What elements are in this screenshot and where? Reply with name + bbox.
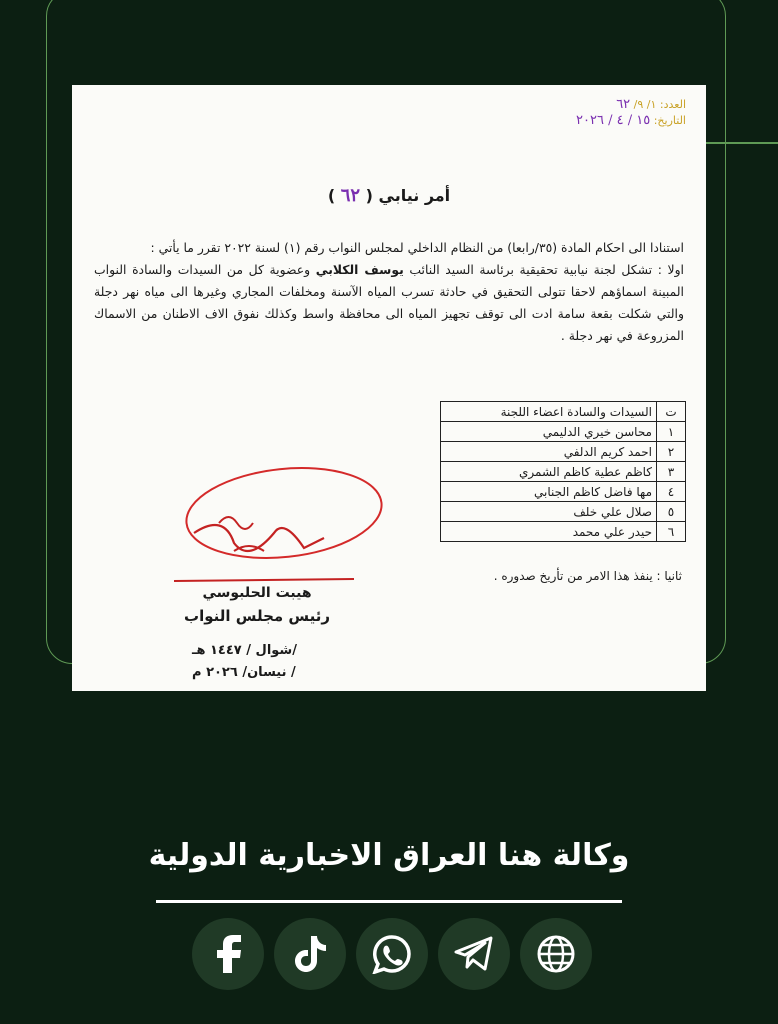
social-links [192, 918, 592, 992]
member-name: صلال علي خلف [441, 502, 657, 522]
member-number: ٢ [657, 442, 686, 462]
order-body [94, 237, 684, 347]
table-row [441, 462, 686, 482]
member-name: كاظم عطية كاظم الشمري [441, 462, 657, 482]
ref-number [576, 97, 686, 113]
handwritten-signature [164, 463, 404, 593]
ref-date [576, 113, 686, 129]
committee-members-table [440, 401, 686, 542]
ref-date-label: التاريخ: [650, 114, 686, 127]
tiktok-icon [294, 936, 326, 972]
table-row [441, 482, 686, 502]
agency-name: وكالة هنا العراق الاخبارية الدولية [148, 838, 630, 873]
committee-chair-name: يوسف الكلابي [315, 262, 404, 277]
table-row [441, 522, 686, 542]
signatory-name: هيبت الحلبوسي [202, 585, 312, 601]
table-row [441, 442, 686, 462]
signatory-role: رئيس مجلس النواب [184, 607, 330, 625]
member-number: ٦ [657, 522, 686, 542]
parliament-order-document [72, 85, 706, 691]
order-title [72, 185, 706, 206]
tiktok-link[interactable] [274, 918, 346, 990]
order-number: ٦٢ [340, 185, 361, 206]
header-number: ت [657, 402, 686, 422]
telegram-link[interactable] [438, 918, 510, 990]
facebook-link[interactable] [192, 918, 264, 990]
footer-divider [156, 900, 622, 903]
member-name: حيدر علي محمد [441, 522, 657, 542]
member-name: احمد كريم الدلفي [441, 442, 657, 462]
intro-paragraph: استنادا الى احكام المادة (٣٥/رابعا) من النظام الداخلي لمجلس النواب رقم (١) لسنة ٢٠٢٢ تقرر ما يأتي : [150, 240, 684, 255]
hijri-date: /شوال / ١٤٤٧ هـ [192, 643, 297, 658]
first-clause-rest: وعضوية كل من السيدات والسادة النواب المبينة اسماؤهم لاحقا تتولى التحقيق في حادثة تسرب المياه الآسنة ومخلفات المجاري وغيرها الى مياه نهر دجلة والتي شكلت بقعة سامة ادت الى توقف تجهيز المياه الى محافظة واسط وكذلك نفوق الاف الاطنان من الاسماك المزروعة في نهر دجلة . [94, 262, 684, 343]
ref-date-value: ١٥ / ٤ / ٢٠٢٦ [576, 113, 651, 128]
gregorian-date: / نيسان/ ٢٠٢٦ م [192, 665, 296, 680]
table-header-row [441, 402, 686, 422]
ref-number-label: العدد: ١/ ٩/ [630, 98, 686, 111]
globe-icon [536, 934, 576, 974]
table-row [441, 502, 686, 522]
member-number: ٤ [657, 482, 686, 502]
member-number: ٣ [657, 462, 686, 482]
member-number: ٥ [657, 502, 686, 522]
telegram-icon [454, 936, 494, 972]
member-name: محاسن خيري الدليمي [441, 422, 657, 442]
table-row [441, 422, 686, 442]
first-clause [94, 259, 684, 347]
order-title-close: ) [327, 186, 336, 205]
member-number: ١ [657, 422, 686, 442]
website-link[interactable] [520, 918, 592, 990]
ref-number-value: ٦٢ [616, 97, 631, 112]
second-clause: ثانيا : ينفذ هذا الامر من تأريخ صدوره . [493, 569, 682, 583]
facebook-icon [213, 935, 243, 973]
order-title-text: أمر نيابي ( [365, 186, 451, 205]
reference-block [576, 97, 686, 129]
first-clause-prefix: اولا : تشكل لجنة نيابية تحقيقية برئاسة السيد النائب [403, 262, 684, 277]
header-names: السيدات والسادة اعضاء اللجنة [441, 402, 657, 422]
whatsapp-icon [372, 934, 412, 974]
whatsapp-link[interactable] [356, 918, 428, 990]
member-name: مها فاضل كاظم الجنابي [441, 482, 657, 502]
